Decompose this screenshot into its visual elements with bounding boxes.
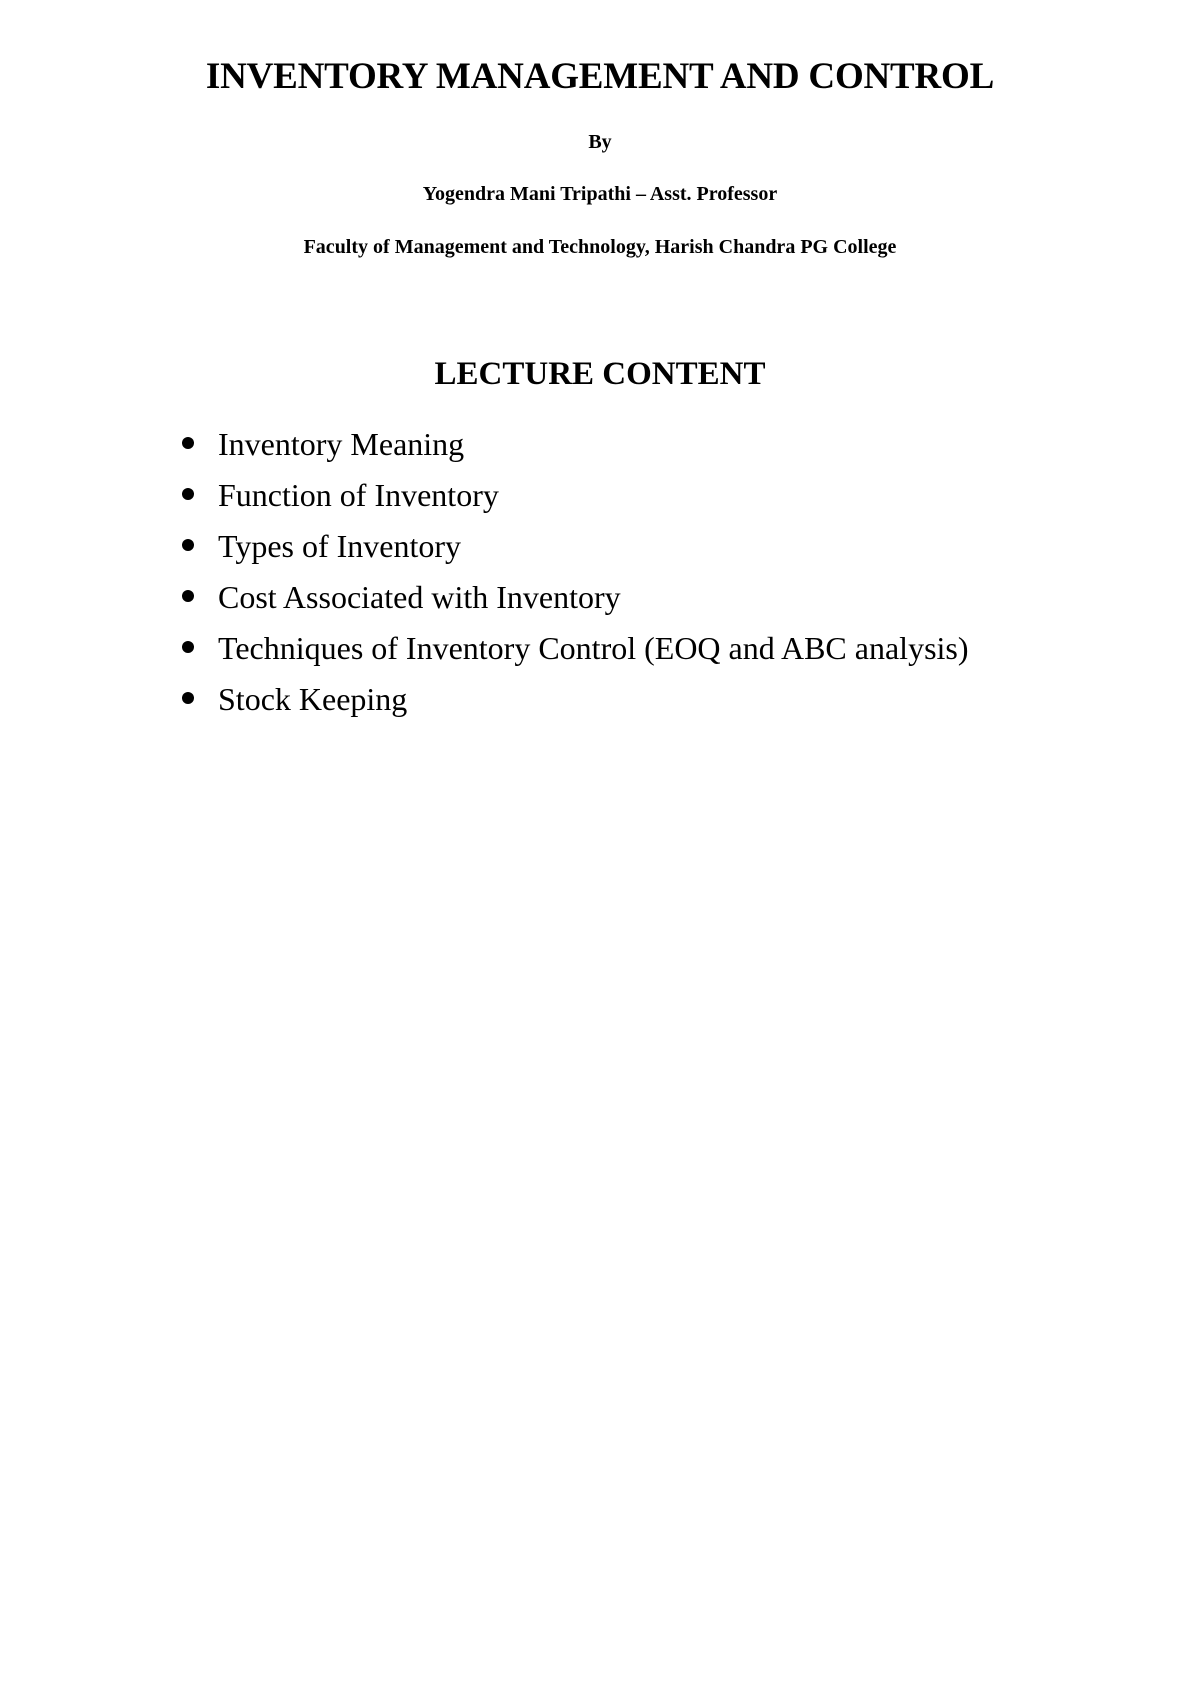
list-item-text: Inventory Meaning — [218, 426, 465, 462]
list-item-text: Types of Inventory — [218, 528, 462, 564]
document-title: INVENTORY MANAGEMENT AND CONTROL — [205, 56, 995, 97]
lecture-content-heading: LECTURE CONTENT — [434, 356, 766, 392]
list-item — [218, 522, 1059, 570]
list-item — [218, 624, 1059, 672]
list-item — [218, 573, 1059, 621]
bullet-icon — [182, 692, 194, 704]
list-item-text: Stock Keeping — [218, 681, 408, 717]
list-item-text: Function of Inventory — [218, 477, 499, 513]
list-item-text: Techniques of Inventory Control (EOQ and ABC analysis) — [218, 630, 969, 666]
list-item — [218, 420, 1059, 468]
bullet-icon — [182, 488, 194, 500]
list-item — [218, 471, 1059, 519]
author-line: Yogendra Mani Tripathi – Asst. Professor — [422, 183, 778, 205]
bullet-icon — [182, 437, 194, 449]
lecture-content-list — [218, 420, 1059, 726]
list-item-text: Cost Associated with Inventory — [218, 579, 621, 615]
bullet-icon — [182, 590, 194, 602]
bullet-icon — [182, 539, 194, 551]
by-label: By — [588, 131, 612, 153]
bullet-icon — [182, 641, 194, 653]
affiliation-line: Faculty of Management and Technology, Harish Chandra PG College — [303, 236, 897, 258]
list-item — [218, 675, 1059, 723]
